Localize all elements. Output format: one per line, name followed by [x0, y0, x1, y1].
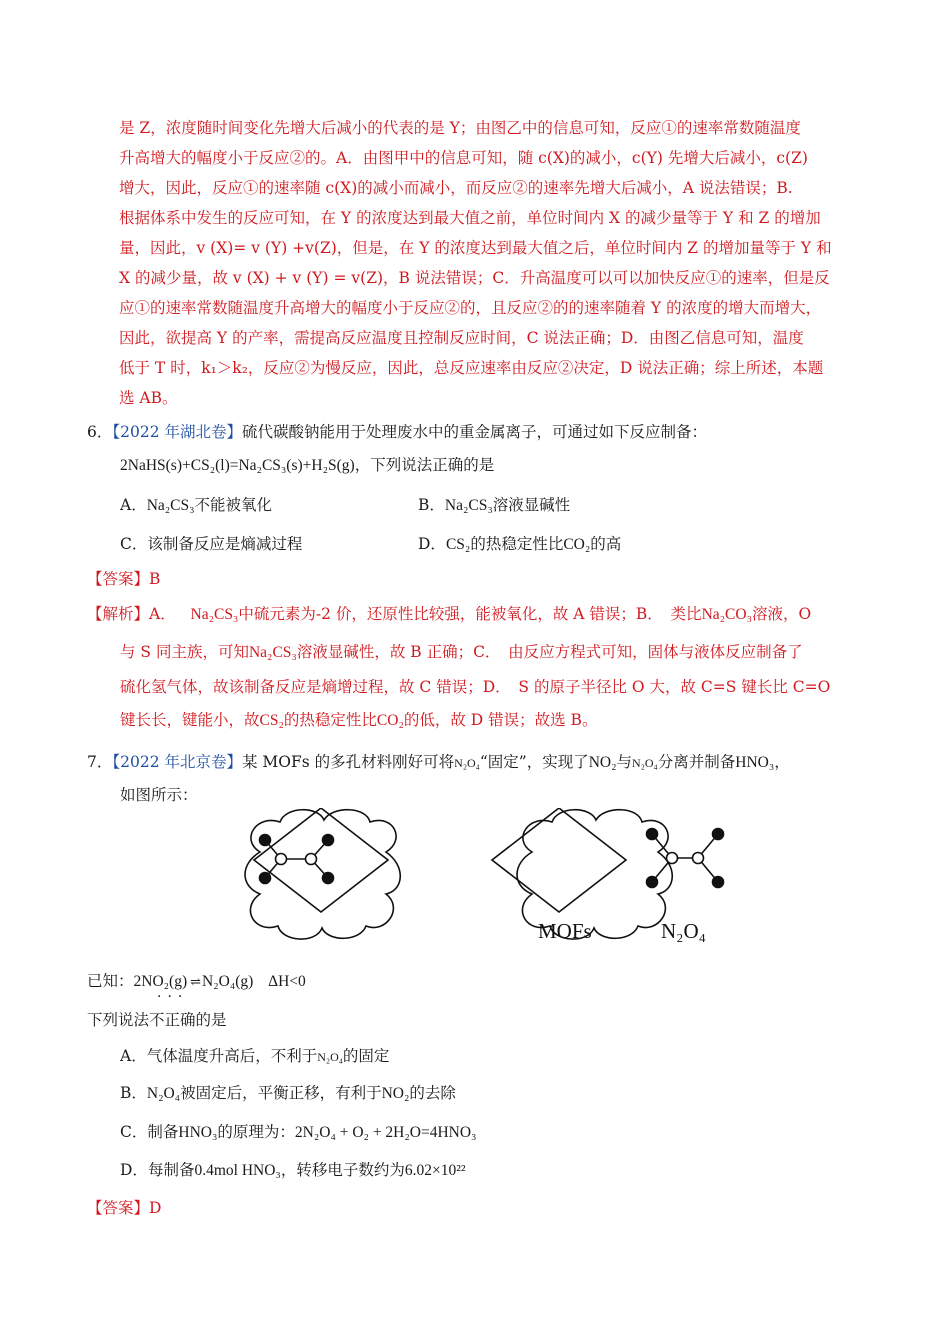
q7-known-line	[87, 969, 306, 991]
q7-option-a-label: A．	[120, 1047, 147, 1065]
q6-analysis-formula: CS₂	[259, 712, 284, 729]
prev-line-2: 升高增大的幅度小于反应②的。A．由图甲中的信息可知，随 c(X)的减小，c(Y) 先增大后减小，c(Z)	[119, 149, 808, 167]
q6-option-d-label: D．	[418, 535, 446, 553]
q7-known-eq-right: N₂O₄(g)	[202, 973, 254, 990]
q6-option-d-text-1: 的热稳定性比	[470, 535, 564, 553]
q7-known-label: 已知：	[87, 972, 134, 990]
oxygen-atom	[713, 829, 724, 840]
q7-option-c-text-2: 的原理为：	[217, 1123, 295, 1141]
q6-answer	[87, 567, 160, 589]
emphasis-dots-icon: ···	[157, 989, 189, 1005]
nitrogen-atom	[276, 854, 287, 865]
q6-analysis-line-2	[120, 640, 803, 662]
q6-stem2: ，下列说法正确的是	[354, 456, 495, 474]
oxygen-atom	[647, 877, 658, 888]
q7-option-a	[120, 1044, 389, 1066]
q6-analysis-text: 的热稳定性比	[283, 711, 377, 729]
q6-option-b-label: B．	[418, 496, 445, 514]
q7-option-b-formula: N₂O₄	[146, 1085, 181, 1102]
q6-option-c-text: 该制备反应是熵减过程	[147, 535, 303, 553]
q6-analysis-text: 中硫元素为-2 价，还原性比较强，能被氧化，故 A 错误；B． 类比	[238, 605, 702, 623]
q6-answer-value: B	[149, 570, 161, 588]
q7-option-d-formula: 0.4mol HNO₃	[194, 1162, 281, 1179]
q7-option-a-text-2: 的固定	[342, 1047, 390, 1065]
q7-option-b-text-1: 被固定后，平衡正移，有利于	[180, 1084, 382, 1102]
q7-stem-text: 分离并制备	[657, 753, 736, 771]
diamond-right	[492, 808, 626, 912]
q6-stem-line	[87, 420, 707, 442]
q7-stem-text: 与	[616, 753, 633, 771]
q6-analysis-text: 的低，故 D 错误；故选 B。	[403, 711, 598, 729]
equilibrium-arrow-icon: ⇌	[190, 975, 200, 990]
q7-stem-line-2: 如图所示：	[120, 786, 198, 804]
q6-option-a-label: A．	[120, 496, 147, 514]
q7-question-line: 下列说法不正确的是	[87, 1011, 227, 1029]
q7-option-a-formula: N₂O₄	[317, 1050, 343, 1064]
q7-formula: N₂O₄	[454, 756, 480, 770]
oxygen-atom	[323, 835, 334, 846]
q7-stem-line	[87, 750, 790, 772]
q7-option-b-label: B．	[120, 1084, 147, 1102]
q6-analysis-text: 溶液显碱性，故 B 正确；C． 由反应方程式可知，固体与液体反应制备了	[296, 643, 803, 661]
q7-formula: HNO₃	[735, 754, 775, 771]
oxygen-atom	[260, 873, 271, 884]
q7-option-d-label: D．	[120, 1161, 148, 1179]
oxygen-atom	[260, 835, 271, 846]
label-mofs: MOFs	[538, 919, 592, 943]
q7-option-c-label: C．	[120, 1123, 148, 1141]
q6-option-a	[120, 493, 272, 515]
q6-number: 6．	[87, 423, 113, 441]
q6-option-a-formula: Na₂CS₃	[146, 497, 195, 514]
q7-figure	[220, 808, 740, 948]
q6-option-b	[418, 493, 570, 515]
n2o4-molecule	[647, 829, 724, 888]
q7-option-c-equation: 2N₂O₄ + O₂ + 2H₂O=4HNO₃	[294, 1124, 477, 1141]
prev-line-3: 增大，因此，反应①的速率随 c(X)的减小而减小，而反应②的速率先增大后减小，A 说法错误；B.	[119, 179, 793, 197]
q6-analysis-label: 【解析】	[87, 605, 150, 623]
q7-number: 7．	[87, 753, 113, 771]
q6-equation: 2NaHS(s)+CS₂(l)=Na₂CS₃(s)+H₂S(g)	[120, 457, 355, 474]
q7-option-d	[120, 1158, 466, 1180]
q7-option-c-text-1: 制备	[147, 1123, 179, 1141]
q6-analysis-line-3: 硫化氢气体，故该制备反应是熵增过程，故 C 错误；D． S 的原子半径比 O 大，故 C=S 键长比 C=O	[120, 678, 831, 696]
q6-option-c-label: C．	[120, 535, 148, 553]
prev-line-5: 量，因此，v (X)= v (Y) +v(Z)，但是，在 Y 的浓度达到最大值之后，单位时间内 Z 的增加量等于 Y 和	[119, 239, 832, 257]
nitrogen-atom	[667, 853, 678, 864]
prev-line-10: 选 AB。	[119, 389, 178, 407]
q7-answer-value: D	[149, 1199, 162, 1217]
q6-source: 【2022 年湖北卷】	[112, 423, 242, 441]
q7-formula: NO₂	[588, 754, 617, 771]
q6-analysis-text: A．	[149, 605, 176, 623]
q7-source: 【2022 年北京卷】	[112, 753, 242, 771]
nitrogen-atom	[693, 853, 704, 864]
q7-option-d-text-2: ，转移电子数约为	[280, 1161, 405, 1179]
q6-stem: 硫代碳酸钠能用于处理废水中的重金属离子，可通过如下反应制备：	[242, 423, 708, 441]
label-n2o4: N₂O₄	[661, 919, 706, 943]
prev-line-7: 应①的速率常数随温度升高增大的幅度小于反应②的，且反应②的的速率随着 Y 的浓度的增大而增大，	[119, 299, 822, 317]
prev-line-9: 低于 T 时，k₁＞k₂，反应②为慢反应，因此，总反应速率由反应②决定，D 说法正确；综上所述，本题	[119, 359, 824, 377]
oxygen-atom	[647, 829, 658, 840]
prev-line-1: 是 Z，浓度随时间变化先增大后减小的代表的是 Y；由图乙中的信息可知，反应①的速率常数随温度	[119, 119, 801, 137]
q6-option-a-text: 不能被氧化	[194, 496, 273, 514]
q7-option-c-formula: HNO₃	[178, 1124, 218, 1141]
q6-analysis-line-1	[87, 602, 811, 624]
q7-option-d-value: 6.02×10²²	[404, 1162, 466, 1179]
diamond-left	[254, 808, 388, 912]
q7-stem-text: 某 MOFs 的多孔材料刚好可将	[242, 753, 455, 771]
q7-option-b	[120, 1081, 456, 1103]
q6-option-d-formula-1: CS₂	[445, 536, 471, 553]
q6-answer-label: 【答案】	[87, 570, 150, 588]
q6-analysis-text: 与 S 同主族，可知	[120, 643, 249, 661]
q7-known-eq-left: 2NO₂(g)	[133, 973, 188, 990]
q6-analysis-formula: Na₂CS₃	[248, 644, 297, 661]
q6-option-b-formula: Na₂CS₃	[444, 497, 493, 514]
q6-analysis-text: 溶液，O	[751, 605, 812, 623]
q6-option-d-formula-2: CO₂	[563, 536, 591, 553]
q6-option-d	[418, 532, 621, 554]
mof-with-n2o4-diagram	[245, 808, 400, 939]
q7-option-a-text-1: 气体温度升高后，不利于	[146, 1047, 318, 1065]
prev-line-4: 根据体系中发生的反应可知，在 Y 的浓度达到最大值之前，单位时间内 X 的减少量等于 Y 和 Z 的增加	[119, 209, 821, 227]
q7-answer	[87, 1196, 161, 1218]
q7-option-c	[120, 1120, 476, 1142]
prev-line-8: 因此，欲提高 Y 的产率，需提高反应温度且控制反应时间，C 说法正确；D．由图乙信息可知，温度	[119, 329, 804, 347]
q7-answer-label: 【答案】	[87, 1199, 150, 1217]
q6-option-b-text: 溶液显碱性	[492, 496, 571, 514]
q7-option-d-text-1: 每制备	[147, 1161, 195, 1179]
q6-analysis-line-4	[120, 708, 597, 730]
oxygen-atom	[323, 873, 334, 884]
q6-equation-line	[120, 453, 494, 475]
q7-option-b-formula-2: NO₂	[381, 1085, 410, 1102]
q6-option-c	[120, 532, 302, 554]
q6-analysis-formula: Na₂CS₃	[190, 606, 239, 623]
prev-line-6: X 的减少量，故 v (X) + v (Y) = v(Z)，B 说法错误；C．升高温度可以可以加快反应①的速率，但是反	[119, 269, 830, 287]
q7-stem-text: “固定”，实现了	[479, 753, 589, 771]
q6-analysis-formula: Na₂CO₃	[701, 606, 752, 623]
nitrogen-atom	[306, 854, 317, 865]
q6-analysis-formula: CO₂	[376, 712, 404, 729]
q7-stem-text: ，	[774, 753, 790, 771]
q6-option-d-text-2: 的高	[590, 535, 622, 553]
q7-formula: N₂O₄	[632, 756, 658, 770]
oxygen-atom	[713, 877, 724, 888]
q7-known-dh: ΔH<0	[268, 973, 306, 990]
q6-analysis-text: 键长长，键能小，故	[120, 711, 260, 729]
q7-option-b-text-2: 的去除	[409, 1084, 456, 1102]
